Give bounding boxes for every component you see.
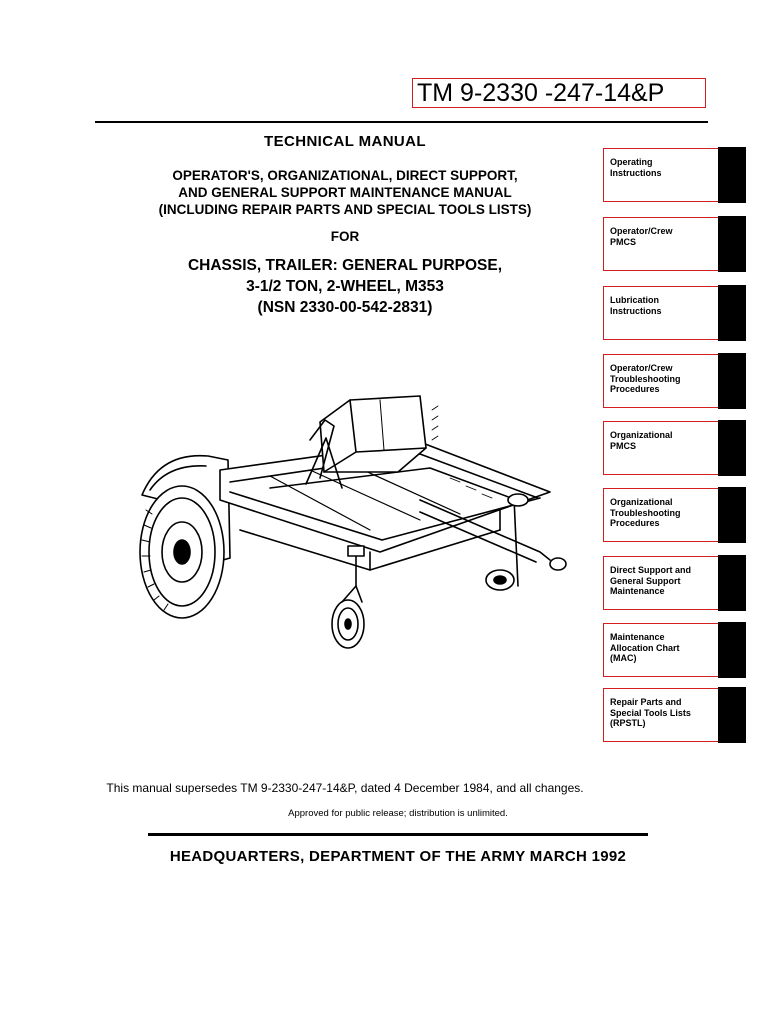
- tab-label: Direct Support and General Support Maintenance: [610, 565, 692, 596]
- tab-direct-general-support-maintenance[interactable]: [603, 556, 741, 610]
- tab-edge-marker: [718, 687, 746, 743]
- tab-organizational-pmcs[interactable]: [603, 421, 741, 475]
- tab-maintenance-allocation-chart[interactable]: [603, 623, 741, 677]
- headquarters-line: HEADQUARTERS, DEPARTMENT OF THE ARMY MARCH 1992: [169, 848, 627, 865]
- manual-subtitle: [140, 167, 550, 218]
- equipment-title: [140, 255, 550, 318]
- manual-title: TECHNICAL MANUAL: [264, 133, 426, 150]
- distribution-statement: Approved for public release; distribution is unlimited.: [288, 808, 508, 819]
- tab-edge-marker: [718, 353, 746, 409]
- tab-label: Repair Parts and Special Tools Lists (RPSTL): [610, 697, 691, 728]
- tab-edge-marker: [718, 285, 746, 341]
- tab-label: Organizational PMCS: [610, 430, 673, 451]
- tab-organizational-troubleshooting[interactable]: [603, 488, 741, 542]
- document-number: TM 9-2330 -247-14&P: [412, 78, 706, 108]
- top-rule: [95, 121, 708, 123]
- tab-label: Organizational Troubleshooting Procedures: [610, 497, 681, 528]
- tab-edge-marker: [718, 147, 746, 203]
- tab-operator-crew-troubleshooting[interactable]: [603, 354, 741, 408]
- tab-lubrication-instructions[interactable]: [603, 286, 741, 340]
- tab-edge-marker: [718, 420, 746, 476]
- for-label: FOR: [330, 229, 360, 244]
- supersedes-notice: This manual supersedes TM 9-2330-247-14&P, dated 4 December 1984, and all changes.: [106, 781, 584, 795]
- subtitle-line: (INCLUDING REPAIR PARTS AND SPECIAL TOOLS LISTS): [158, 202, 532, 217]
- subtitle-line: OPERATOR'S, ORGANIZATIONAL, DIRECT SUPPORT,: [172, 168, 518, 183]
- tab-edge-marker: [718, 555, 746, 611]
- tab-label: Lubrication Instructions: [610, 295, 662, 316]
- tab-label: Operating Instructions: [610, 157, 662, 178]
- tab-label: Operator/Crew PMCS: [610, 226, 673, 247]
- subject-line: (NSN 2330-00-542-2831): [257, 299, 433, 316]
- subject-line: 3-1/2 TON, 2-WHEEL, M353: [246, 278, 444, 295]
- bottom-rule: [148, 833, 648, 836]
- subject-line: CHASSIS, TRAILER: GENERAL PURPOSE,: [187, 257, 503, 274]
- tab-edge-marker: [718, 487, 746, 543]
- tab-label: Operator/Crew Troubleshooting Procedures: [610, 363, 681, 394]
- tab-operator-crew-pmcs[interactable]: [603, 217, 741, 271]
- tab-repair-parts-special-tools[interactable]: [603, 688, 741, 742]
- tab-edge-marker: [718, 216, 746, 272]
- tab-edge-marker: [718, 622, 746, 678]
- tab-label: Maintenance Allocation Chart (MAC): [610, 632, 680, 663]
- tab-operating-instructions[interactable]: [603, 148, 741, 202]
- subtitle-line: AND GENERAL SUPPORT MAINTENANCE MANUAL: [178, 185, 512, 200]
- trailer-illustration: [120, 380, 575, 680]
